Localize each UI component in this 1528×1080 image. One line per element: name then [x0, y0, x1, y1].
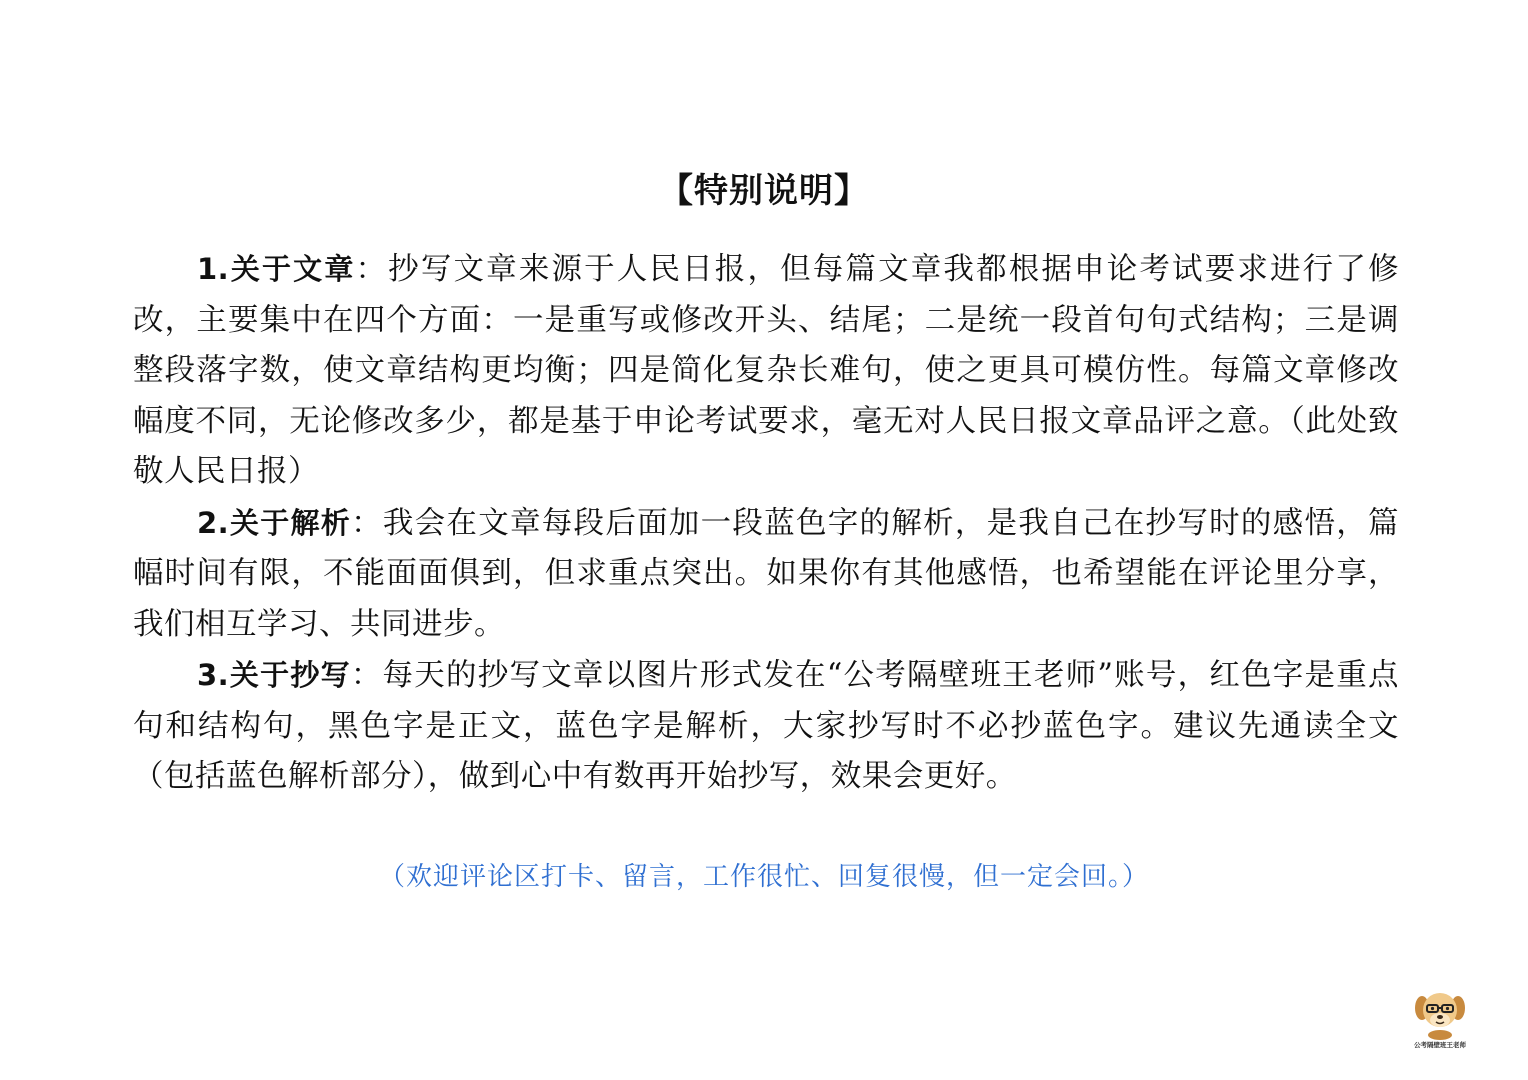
paragraph-text: ：抄写文章来源于人民日报，但每篇文章我都根据申论考试要求进行了修改，主要集中在四个方面：一是重写或修改开头、结尾；二是统一段首句句式结构；三是调整段落字数，使文章结构更均衡；四是简化复杂长难句，使之更具可模仿性。每篇文章修改幅度不同，无论修改多少，都是基于申论考试要求，毫无对人民日报文章品评之意。（此处致敬人民日报）: [133, 252, 1400, 489]
paragraph-heading: 2.关于解析: [197, 505, 352, 540]
paragraph-text: ：我会在文章每段后面加一段蓝色字的解析，是我自己在抄写时的感悟，篇幅时间有限，不能面面俱到，但求重点突出。如果你有其他感悟，也希望能在评论里分享，我们相互学习、共同进步。: [133, 505, 1399, 642]
badge-caption: 公考隔壁班王老师: [1414, 1041, 1466, 1049]
dog-mascot-icon: [1414, 988, 1466, 1040]
paragraph-article: [133, 244, 1399, 498]
page-title: 【特别说明】: [659, 171, 869, 211]
paragraph-copying: [133, 650, 1399, 803]
footer-note: （欢迎评论区打卡、留言，工作很忙、回复很慢，但一定会回。）: [378, 862, 1149, 892]
paragraph-analysis: [133, 498, 1399, 651]
paragraph-heading: 3.关于抄写: [197, 658, 351, 692]
account-badge: [1402, 988, 1478, 1052]
paragraph-text: ：每天的抄写文章以图片形式发在“公考隔壁班王老师”账号，红色字是重点句和结构句，黑色字是正文，蓝色字是解析，大家抄写时不必抄蓝色字。建议先通读全文（包括蓝色解析部分），做到心中有数再开始抄写，效果会更好。: [133, 658, 1399, 794]
document-body: [133, 244, 1399, 803]
paragraph-heading: 1.关于文章: [197, 252, 356, 286]
